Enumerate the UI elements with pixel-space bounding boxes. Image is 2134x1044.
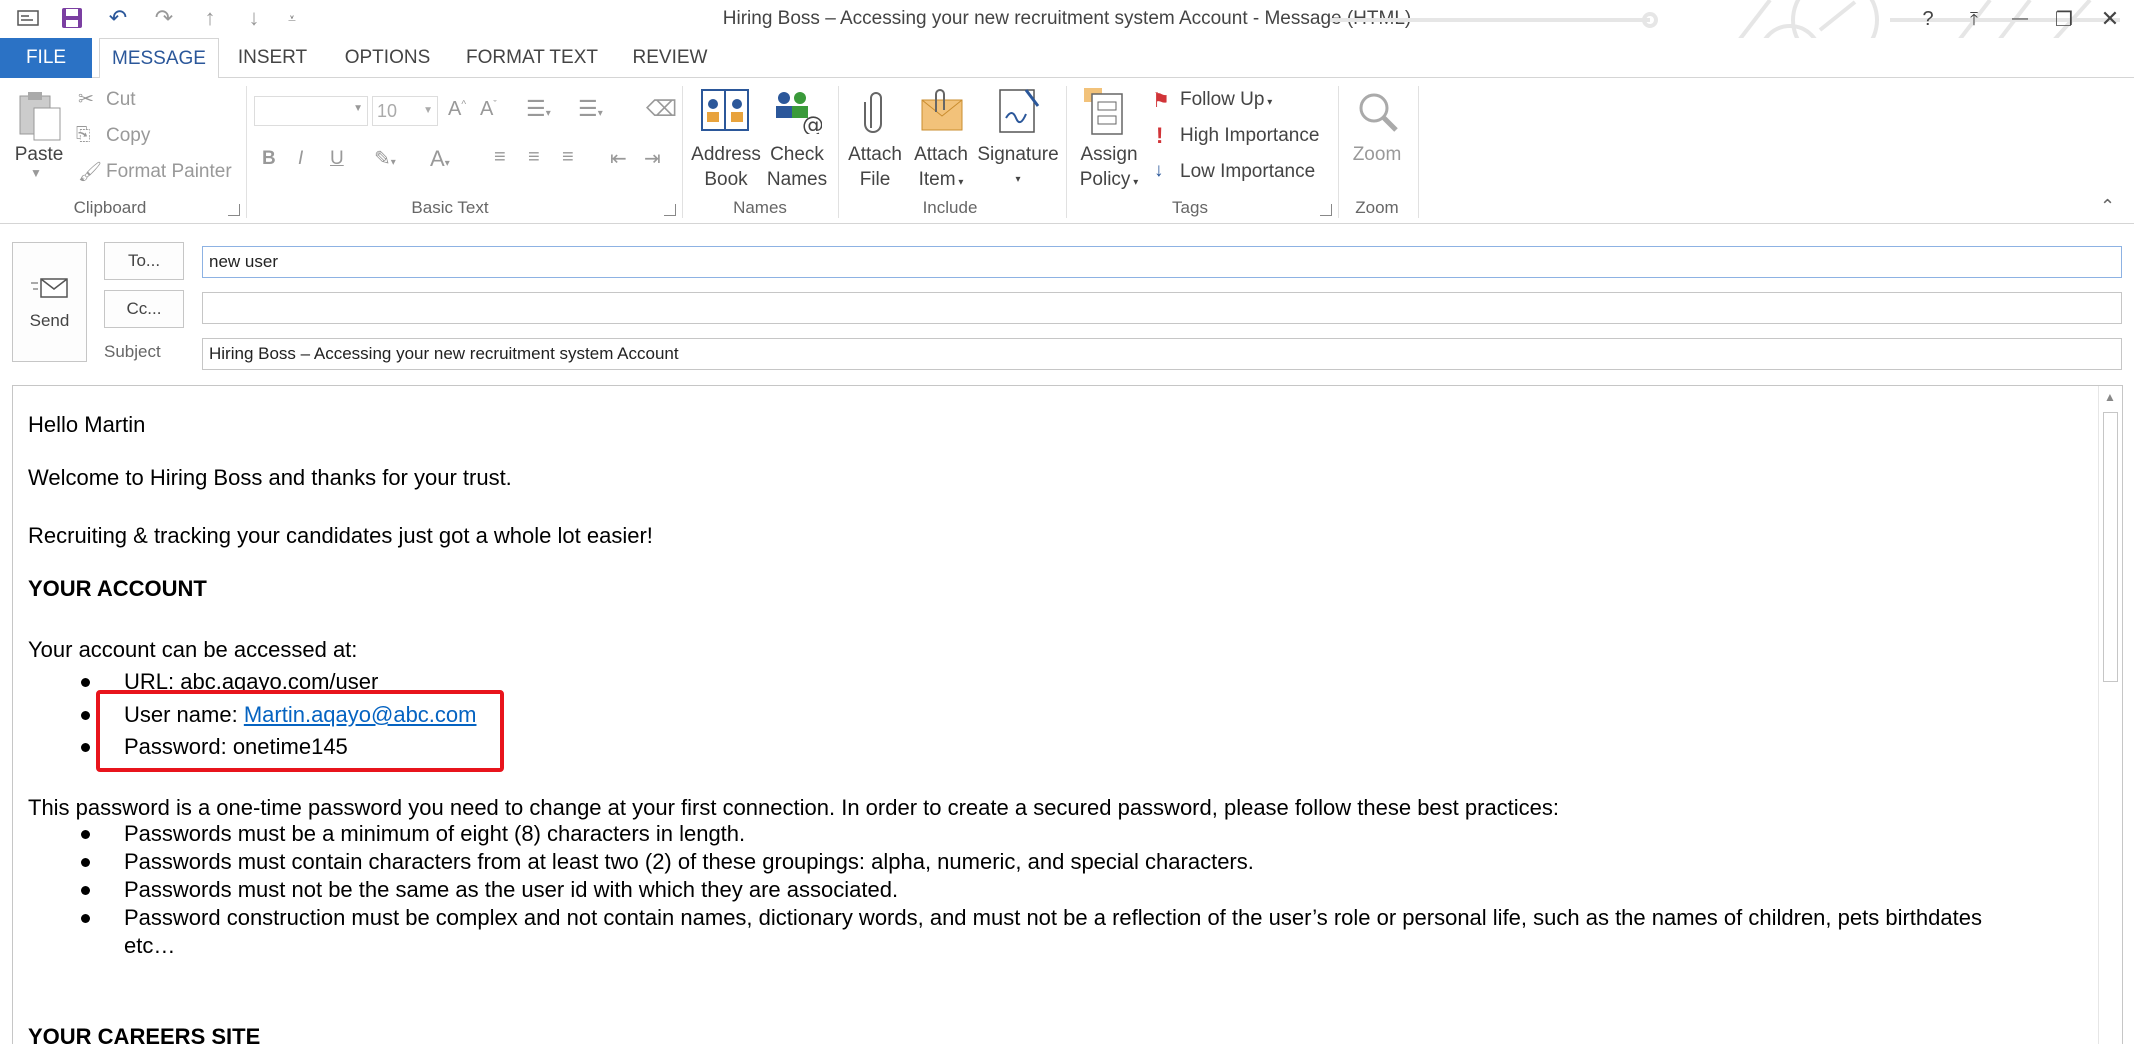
scroll-up-icon[interactable]: ▲ xyxy=(2104,390,2116,404)
address-book-icon[interactable] xyxy=(700,88,750,137)
window-title: Hiring Boss – Accessing your new recruitment system Account - Message (HTML) xyxy=(722,8,1412,29)
minimize-button[interactable]: — xyxy=(2012,10,2028,27)
grow-font-icon[interactable]: A^ xyxy=(448,98,467,120)
attach-file-button[interactable] xyxy=(842,142,908,192)
flag-icon: ⚑ xyxy=(1152,90,1170,112)
copy-button[interactable]: Copy xyxy=(106,125,151,146)
bullet xyxy=(81,858,90,867)
basic-text-launcher-icon[interactable] xyxy=(664,204,676,216)
practice-item: Passwords must contain characters from at least two (2) of these groupings: alpha, numeric, and special characters. xyxy=(124,849,1254,874)
send-icon xyxy=(31,273,69,303)
attach-item-icon[interactable] xyxy=(918,88,964,139)
bullet xyxy=(81,914,90,923)
assign-policy-label-1: Assign xyxy=(1080,144,1138,165)
paperclip-icon[interactable] xyxy=(862,88,890,139)
to-button[interactable]: To... xyxy=(104,242,184,280)
increase-indent-icon[interactable]: ⇥ xyxy=(644,148,661,170)
attach-item-button[interactable]: Attach Item ▾ xyxy=(906,142,976,195)
bullet xyxy=(81,678,90,687)
bullets-icon[interactable]: ☰▾ xyxy=(526,96,551,121)
cc-field[interactable] xyxy=(202,292,2122,324)
assign-policy-icon[interactable] xyxy=(1082,86,1126,141)
customize-toolbar-icon[interactable]: ⩡ xyxy=(288,9,296,26)
address-book-label-2: Book xyxy=(704,169,748,190)
scrollbar-thumb[interactable] xyxy=(2103,412,2118,682)
low-importance-button[interactable]: Low Importance xyxy=(1180,161,1316,182)
assign-policy-label-2: Policy xyxy=(1079,169,1131,190)
include-group-label: Include xyxy=(922,198,978,217)
practice-item: Passwords must be a minimum of eight (8) characters in length. xyxy=(124,821,746,846)
check-names-label-1: Check xyxy=(770,144,824,165)
tab-options[interactable]: OPTIONS xyxy=(344,47,431,68)
format-painter-icon: 🖌 xyxy=(78,162,103,183)
practice-item: Password construction must be complex and not contain names, dictionary words, and must not be a reflection of the user’s role or personal life, such as the names of children, pets birthdates xyxy=(124,905,1982,930)
check-names-label-2: Names xyxy=(766,169,828,190)
highlight-box xyxy=(96,690,504,772)
collapse-ribbon-icon[interactable]: ⌃ xyxy=(2100,196,2116,216)
bullet xyxy=(81,743,90,752)
account-heading: YOUR ACCOUNT xyxy=(28,576,207,601)
attach-file-label-1: Attach xyxy=(848,144,902,165)
paste-icon[interactable] xyxy=(14,88,64,144)
font-size-dropdown[interactable]: 10 ▼ xyxy=(372,96,438,126)
attach-item-label-1: Attach xyxy=(914,144,968,165)
names-group-label: Names xyxy=(733,198,787,217)
align-center-icon[interactable]: ≡ xyxy=(528,146,540,168)
tagline-text: Recruiting & tracking your candidates just got a whole lot easier! xyxy=(28,523,653,548)
italic-button[interactable]: I xyxy=(298,148,304,169)
paste-dropdown-icon[interactable]: ▼ xyxy=(30,166,42,180)
divider xyxy=(682,86,683,218)
basic-text-group-label: Basic Text xyxy=(411,198,489,217)
underline-button[interactable]: U xyxy=(330,148,344,169)
tags-launcher-icon[interactable] xyxy=(1320,204,1332,216)
clipboard-launcher-icon[interactable] xyxy=(228,204,240,216)
practice-item-continued: etc… xyxy=(124,933,176,958)
shrink-font-icon[interactable]: $A^ˇ$ xyxy=(480,98,497,120)
tab-insert[interactable]: INSERT xyxy=(237,47,308,68)
clipboard-group-label: Clipboard xyxy=(73,198,147,217)
address-book-label-1: Address xyxy=(691,144,761,165)
attach-file-label-2: File xyxy=(859,169,891,190)
username-label: User name: xyxy=(124,702,244,727)
follow-up-button[interactable]: Follow Up ▾ xyxy=(1180,89,1273,110)
numbering-icon[interactable]: ☰▾ xyxy=(578,96,603,121)
highlight-color-icon[interactable]: ✎▾ xyxy=(374,148,396,170)
follow-up-label: Follow Up xyxy=(1180,89,1265,110)
send-label: Send xyxy=(29,311,70,330)
low-importance-icon: ↓ xyxy=(1154,160,1164,181)
attach-item-label-2: Item xyxy=(918,169,956,190)
compose-header xyxy=(0,224,2134,372)
subject-label: Subject xyxy=(104,342,161,361)
signature-button[interactable]: Signature ▾ xyxy=(977,144,1059,185)
align-left-icon[interactable]: ≡ xyxy=(494,146,506,168)
paste-button[interactable]: Paste xyxy=(14,144,64,165)
divider xyxy=(1338,86,1339,218)
font-name-dropdown[interactable]: ▼ xyxy=(254,96,368,126)
address-book-button[interactable] xyxy=(690,142,762,192)
close-button[interactable]: ✕ xyxy=(2100,6,2120,31)
bold-button[interactable]: B xyxy=(262,148,276,169)
title-bar xyxy=(0,0,2134,38)
divider xyxy=(1418,86,1419,218)
bullet xyxy=(81,830,90,839)
align-right-icon[interactable]: ≡ xyxy=(562,146,574,168)
high-importance-icon: ! xyxy=(1156,123,1164,148)
tab-file[interactable]: FILE xyxy=(0,38,92,78)
vertical-scrollbar[interactable] xyxy=(2098,386,2122,1044)
cut-icon: ✂ xyxy=(78,89,94,110)
divider xyxy=(1066,86,1067,218)
undo-icon[interactable]: ↶ xyxy=(108,5,128,30)
divider xyxy=(838,86,839,218)
practice-item: Passwords must not be the same as the user id with which they are associated. xyxy=(124,877,899,902)
font-size-value: 10 xyxy=(377,101,398,121)
magnifier-icon[interactable] xyxy=(1356,90,1400,139)
svg-text:@: @ xyxy=(802,113,822,134)
bullet xyxy=(81,711,90,720)
check-names-icon[interactable] xyxy=(772,88,822,139)
zoom-button[interactable]: Zoom xyxy=(1352,144,1402,165)
ribbon xyxy=(0,78,2134,224)
tab-message[interactable]: MESSAGE xyxy=(99,38,219,79)
help-button[interactable]: ? xyxy=(1922,7,1934,30)
greeting: Hello Martin xyxy=(28,412,146,437)
copy-icon: ⎘ xyxy=(76,124,91,144)
cut-button[interactable]: Cut xyxy=(106,89,136,110)
divider xyxy=(246,86,247,218)
ribbon-tabs xyxy=(0,38,2134,78)
bullet xyxy=(81,886,90,895)
signature-icon[interactable] xyxy=(996,86,1042,141)
subject-field[interactable]: Hiring Boss – Accessing your new recruitment system Account xyxy=(202,338,2122,370)
url-item: URL: abc.aqayo.com/user xyxy=(124,669,379,694)
tab-review[interactable]: REVIEW xyxy=(632,47,708,68)
signature-label: Signature xyxy=(977,144,1059,165)
careers-heading: YOUR CAREERS SITE xyxy=(28,1024,261,1044)
tags-group-label: Tags xyxy=(1172,198,1208,217)
welcome-text: Welcome to Hiring Boss and thanks for your trust. xyxy=(28,465,512,490)
restore-button[interactable]: ❐ xyxy=(2055,8,2073,31)
decrease-indent-icon[interactable]: ⇤ xyxy=(610,148,627,170)
cc-button[interactable]: Cc... xyxy=(104,290,184,328)
send-button[interactable] xyxy=(12,242,87,362)
high-importance-button[interactable]: High Importance xyxy=(1180,125,1320,146)
tab-format-text[interactable]: FORMAT TEXT xyxy=(466,47,598,68)
username-link[interactable]: Martin.aqayo@abc.com xyxy=(243,702,477,727)
password-item: Password: onetime145 xyxy=(124,734,348,759)
to-field[interactable]: new user xyxy=(202,246,2122,278)
account-intro: Your account can be accessed at: xyxy=(28,637,358,662)
check-names-button[interactable] xyxy=(762,142,832,192)
font-color-icon[interactable]: A▾ xyxy=(430,146,450,171)
password-intro: This password is a one-time password you need to change at your first connection. In order to create a secured password, please follow these best practices: xyxy=(28,795,1560,820)
down-arrow-icon[interactable]: ↓ xyxy=(248,5,260,30)
clear-formatting-icon[interactable]: ⌫ xyxy=(646,96,678,121)
zoom-group-label: Zoom xyxy=(1355,198,1399,217)
redo-icon[interactable]: ↷ xyxy=(154,5,174,30)
format-painter-button[interactable]: Format Painter xyxy=(106,161,232,182)
assign-policy-button[interactable]: Assign Policy ▾ xyxy=(1070,142,1148,195)
ribbon-display-options-button[interactable]: ⤒ xyxy=(1970,8,1978,29)
up-arrow-icon[interactable]: ↑ xyxy=(204,5,216,30)
